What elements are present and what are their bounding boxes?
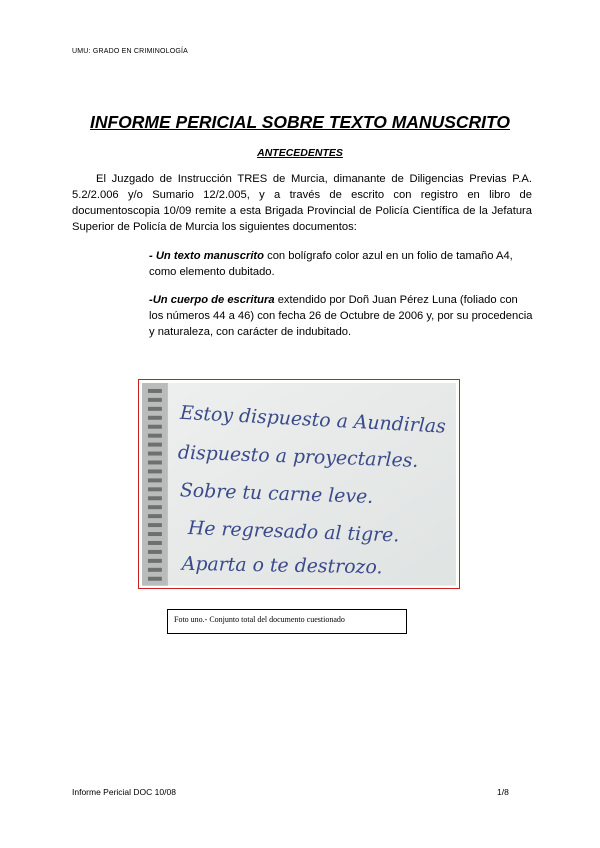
document-item — [149, 248, 533, 280]
perforation-mark — [148, 577, 162, 581]
footer-report-id: Informe Pericial DOC 10/08 — [72, 787, 176, 797]
report-title: INFORME PERICIAL SOBRE TEXTO MANUSCRITO — [89, 112, 511, 132]
perforation-mark — [148, 469, 162, 473]
perforation-mark — [148, 434, 162, 438]
perforation-mark — [148, 452, 162, 456]
perforation-mark — [148, 443, 162, 447]
perforation-mark — [148, 398, 162, 402]
perforation-mark — [148, 568, 162, 572]
document-item-lead: - Un texto manuscrito — [149, 250, 264, 262]
perforation-mark — [148, 425, 162, 429]
page-number: 1/8 — [497, 787, 509, 797]
document-item — [149, 292, 533, 340]
handwriting-line: Estoy dispuesto a Aundirlas — [179, 401, 447, 438]
handwriting-line: Aparta o te destrozo. — [181, 552, 383, 579]
perforation-mark — [148, 461, 162, 465]
handwriting-photo-frame — [138, 379, 460, 589]
section-title: ANTECEDENTES — [257, 147, 343, 159]
document-item-lead: -Un cuerpo de escritura — [149, 294, 275, 306]
document-item-text: con bolígrafo color azul en un folio de tamaño A4, como elemento dubitado. — [149, 250, 513, 278]
intro-paragraph: El Juzgado de Instrucción TRES de Murcia, dimanante de Diligencias Previas P.A. 5.2/2.006 y/o Sumario 12/2.005, y a través de escrito con registro en libro de documentoscopia 10/09 remite a esta Brigada Provincial de Policía Científica de la Jefatura Superior de Policía de Murcia los siguientes documentos: — [72, 173, 532, 233]
perforation-mark — [148, 416, 162, 420]
perforation-mark — [148, 532, 162, 536]
perforation-mark — [148, 487, 162, 491]
perforation-mark — [148, 514, 162, 518]
perforation-mark — [148, 478, 162, 482]
page-header: UMU: GRADO EN CRIMINOLOGÍA — [72, 48, 189, 55]
perforation-mark — [148, 541, 162, 545]
perforation-mark — [148, 505, 162, 509]
perforation-mark — [148, 496, 162, 500]
perforation-mark — [148, 523, 162, 527]
handwriting-photo — [142, 383, 456, 586]
perforation-mark — [148, 559, 162, 563]
handwriting-line: He regresado al tigre. — [187, 517, 400, 547]
handwriting-line: dispuesto a proyectarles. — [177, 441, 419, 472]
perforation-mark — [148, 407, 162, 411]
document-item-text: extendido por Doñ Juan Pérez Luna (foliado con los números 44 a 46) con fecha 26 de Octubre de 2006 y, por su procedencia y naturaleza, con carácter de indubitado. — [149, 294, 533, 338]
perforation-mark — [148, 550, 162, 554]
photo-caption: Foto uno.- Conjunto total del documento cuestionado — [167, 609, 407, 634]
perforation-mark — [148, 389, 162, 393]
handwriting-line: Sobre tu carne leve. — [179, 479, 374, 509]
